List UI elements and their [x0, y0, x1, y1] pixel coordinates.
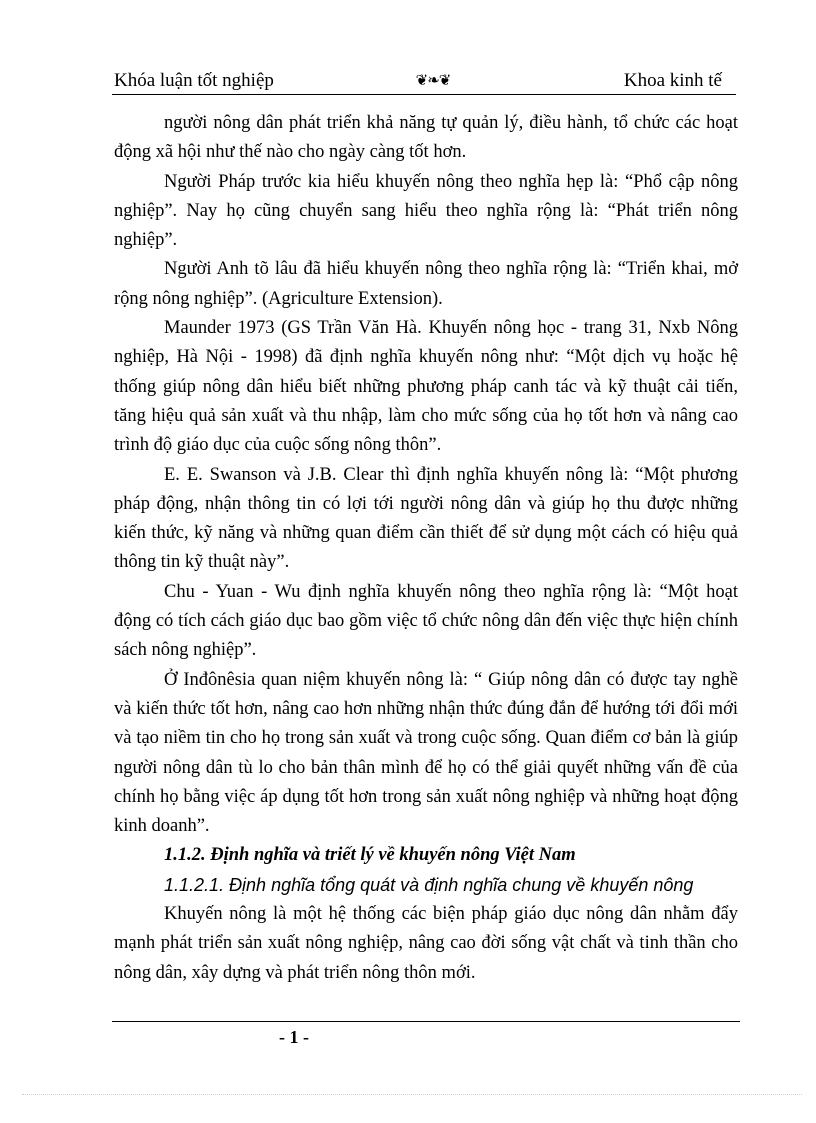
paragraph-french-definition: Người Pháp trước kia hiểu khuyến nông theo nghĩa hẹp là: “Phổ cập nông nghiệp”. Nay họ cũng chuyển sang hiểu theo nghĩa rộng là: “Phát triển nông nghiệp”. [114, 171, 738, 251]
paragraph-swanson-definition: E. E. Swanson và J.B. Clear thì định nghĩa khuyến nông là: “Một phương pháp động, nhận thông tin có lợi tới người nông dân và giúp họ thu được những kiến thức, kỹ năng và những quan điểm cần thiết để sử dụng một cách có hiệu quả thông tin kỹ thuật này”. [114, 464, 738, 573]
paragraph-english-definition: Người Anh tõ lâu đã hiểu khuyến nông theo nghĩa rộng là: “Triển khai, mở rộng nông nghiệp”. (Agriculture Extension). [114, 259, 738, 309]
section-heading: 1.1.2. Định nghĩa và triết lý về khuyến nông Việt Nam [164, 845, 576, 866]
page-bottom-edge [22, 1094, 802, 1095]
book-ornament-icon: ❦❧❦ [415, 73, 451, 89]
page-body [114, 109, 738, 988]
paragraph-indonesia-definition: Ở Inđônêsia quan niệm khuyến nông là: “ Giúp nông dân có được tay nghề và kiến thức tốt hơn, nâng cao hơn những nhận thức đúng đắn để hướng tới đổi mới và tạo niềm tin cho họ trong sản xuất và trong cuộc sống. Quan điểm cơ bản là giúp người nông dân tù lo cho bản thân mình để họ có thể giải quyết những vấn đề của chính họ bằng việc áp dụng tốt hơn trong sản xuất nông nghiệp và những hoạt động kinh doanh”. [114, 669, 738, 837]
paragraph-chu-yuan-wu-definition: Chu - Yuan - Wu định nghĩa khuyến nông theo nghĩa rộng là: “Một hoạt động có tích cách giáo dục bao gồm việc tổ chức nông dân đến việc thực hiện chính sách nông nghiệp”. [114, 581, 738, 661]
page-header [112, 66, 736, 95]
header-thesis-label: Khóa luận tốt nghiệp [114, 70, 274, 91]
page-number: - 1 - [279, 1027, 309, 1047]
footer-divider [112, 1021, 740, 1022]
subsection-heading: 1.1.2.1. Định nghĩa tổng quát và định nghĩa chung về khuyến nông [164, 874, 694, 895]
header-faculty-label: Khoa kinh tế [623, 70, 722, 91]
paragraph-maunder-definition: Maunder 1973 (GS Trần Văn Hà. Khuyến nông học - trang 31, Nxb Nông nghiệp, Hà Nội - 1998) đã định nghĩa khuyến nông như: “Một dịch vụ hoặc hệ thống giúp nông dân hiểu biết những phương pháp canh tác và kỹ thuật cải tiến, tăng hiệu quả sản xuất và thu nhập, làm cho mức sống của họ tốt hơn và nâng cao trình độ giáo dục của cuộc sống nông thôn”. [114, 318, 738, 456]
paragraph-general-definition: Khuyến nông là một hệ thống các biện pháp giáo dục nông dân nhằm đẩy mạnh phát triển sản xuất nông nghiệp, nâng cao đời sống vật chất và tinh thần cho nông dân, xây dựng và phát triển nông thôn mới. [114, 904, 738, 983]
paragraph-continued: người nông dân phát triển khả năng tự quản lý, điều hành, tổ chức các hoạt động xã hội như thế nào cho ngày càng tốt hơn. [114, 113, 738, 163]
